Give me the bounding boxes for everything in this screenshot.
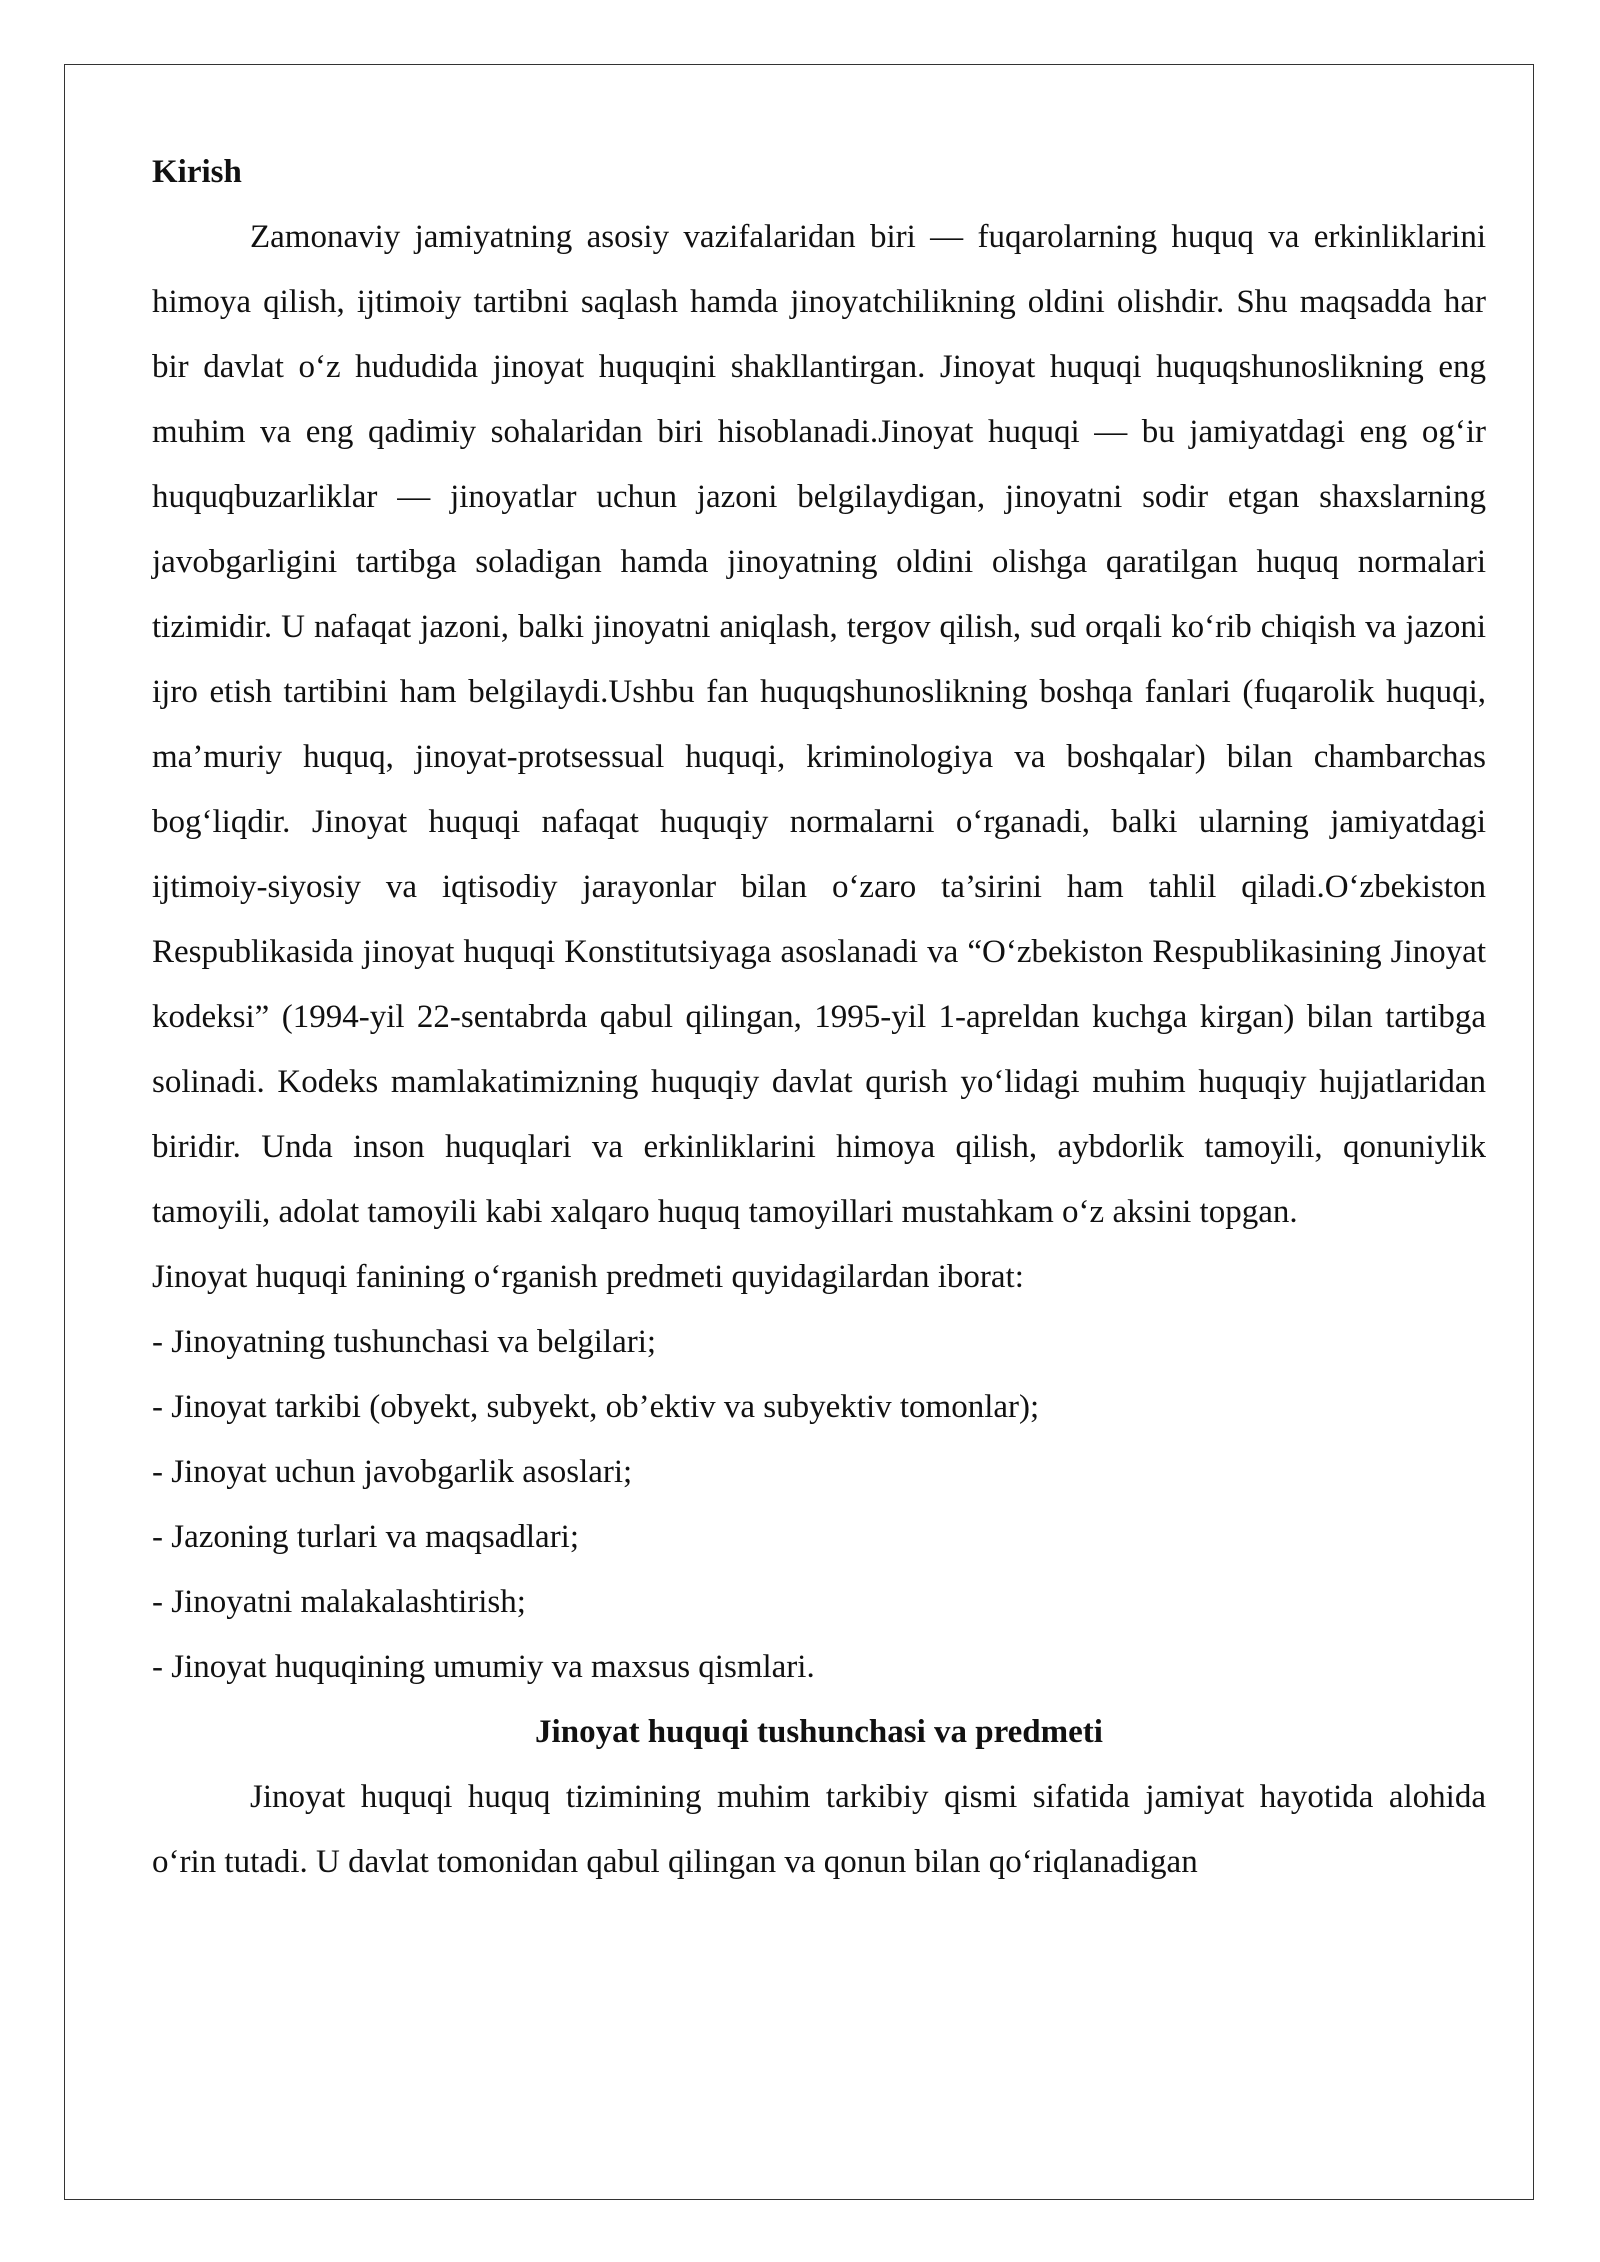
document-body xyxy=(152,140,1486,1895)
section-paragraph: Jinoyat huquqi huquq tizimining muhim tarkibiy qismi sifatida jamiyat hayotida alohida o‘rin tutadi. U davlat tomonidan qabul qilingan va qonun bilan qo‘riqlanadigan xyxy=(152,1779,1486,1880)
section-heading: Jinoyat huquqi tushunchasi va predmeti xyxy=(535,1714,1103,1750)
intro-heading: Kirish xyxy=(152,154,242,190)
list-item: - Jinoyat tarkibi (obyekt, subyekt, ob’ektiv va subyektiv tomonlar); xyxy=(152,1389,1040,1425)
list-item: - Jinoyatning tushunchasi va belgilari; xyxy=(152,1324,657,1360)
intro-paragraph: Zamonaviy jamiyatning asosiy vazifalaridan biri — fuqarolarning huquq va erkinliklarini himoya qilish, ijtimoiy tartibni saqlash hamda jinoyatchilikning oldini olishdir. Shu maqsadda har bir davlat o‘z hududida jinoyat huquqini shakllantirgan. Jinoyat huquqi huquqshunoslikning eng muhim va eng qadimiy sohalaridan biri hisoblanadi.Jinoyat huquqi — bu jamiyatdagi eng og‘ir huquqbuzarliklar — jinoyatlar uchun jazoni belgilaydigan, jinoyatni sodir etgan shaxslarning javobgarligini tartibga soladigan hamda jinoyatning oldini olishga qaratilgan huquq normalari tizimidir. U nafaqat jazoni, balki jinoyatni aniqlash, tergov qilish, sud orqali ko‘rib chiqish va jazoni ijro etish tartibini ham belgilaydi.Ushbu fan huquqshunoslikning boshqa fanlari (fuqarolik huquqi, ma’muriy huquq, jinoyat-protsessual huquqi, kriminologiya va boshqalar) bilan chambarchas bog‘liqdir. Jinoyat huquqi nafaqat huquqiy normalarni o‘rganadi, balki ularning jamiyatdagi ijtimoiy-siyosiy va iqtisodiy jarayonlar bilan o‘zaro ta’sirini ham tahlil qiladi.O‘zbekiston Respublikasida jinoyat huquqi Konstitutsiyaga asoslanadi va “O‘zbekiston Respublikasining Jinoyat kodeksi” (1994-yil 22-sentabrda qabul qilingan, 1995-yil 1-apreldan kuchga kirgan) bilan tartibga solinadi. Kodeks mamlakatimizning huquqiy davlat qurish yo‘lidagi muhim huquqiy hujjatlaridan biridir. Unda inson huquqlari va erkinliklarini himoya qilish, aybdorlik tamoyili, qonuniylik tamoyili, adolat tamoyili kabi xalqaro huquq tamoyillari mustahkam o‘z aksini topgan. xyxy=(152,219,1486,1230)
subject-intro: Jinoyat huquqi fanining o‘rganish predmeti quyidagilardan iborat: xyxy=(152,1259,1024,1295)
list-item: - Jinoyat huquqining umumiy va maxsus qismlari. xyxy=(152,1649,815,1685)
list-item: - Jazoning turlari va maqsadlari; xyxy=(152,1519,580,1555)
list-item: - Jinoyatni malakalashtirish; xyxy=(152,1584,526,1620)
list-item: - Jinoyat uchun javobgarlik asoslari; xyxy=(152,1454,633,1490)
